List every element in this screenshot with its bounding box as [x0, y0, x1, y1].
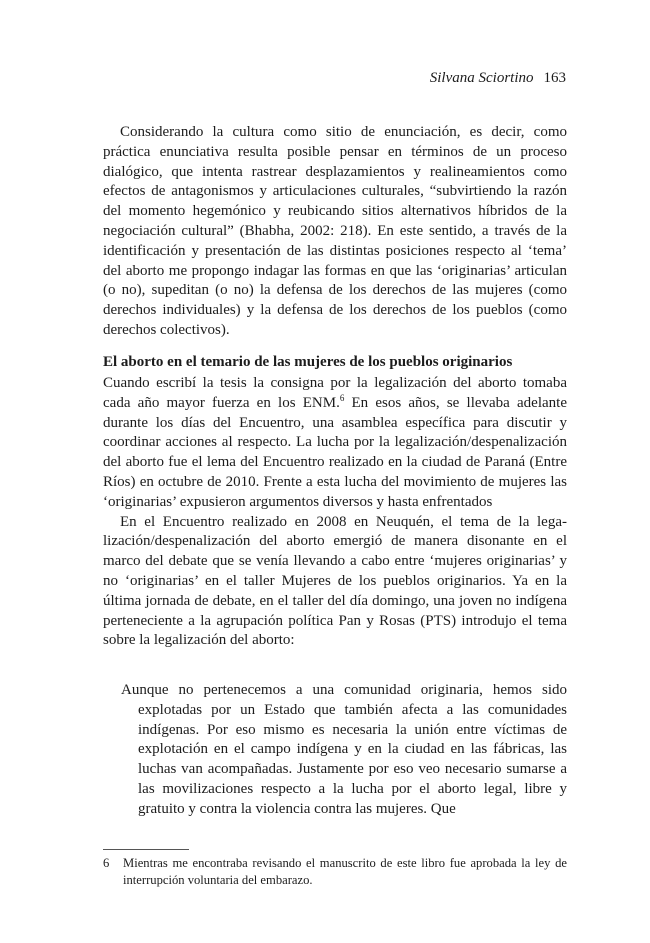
header-author: Silvana Sciortino — [429, 70, 534, 86]
paragraph-2-after-note: En esos años, se llevaba adelante durante los días del Encuentro, una asamblea específica para discutir y coordinar acciones al respecto. La lucha por la legalización/despenalización del aborto fue el lema del Encuentro realizado en la ciudad de Paraná (Entre Ríos) en octubre de 2010. Frente a esta lucha del movimiento de mujeres las ‘originarias’ expusieron argumentos diversos y hasta enfrentados — [103, 394, 567, 510]
paragraph-2 — [103, 374, 567, 513]
paragraph-2-before-note: Cuando escribí la tesis la consigna por la legalización del aborto tomaba cada año mayor fuerza en los ENM. — [103, 375, 567, 411]
footnote-number: 6 — [103, 856, 110, 870]
running-header — [430, 68, 566, 88]
block-quote — [121, 681, 567, 820]
paragraph-1: Considerando la cultura como sitio de enunciación, es decir, como práctica enunciativa resulta posible pensar en términos de un proceso dialógico, que intenta rastrear desplazamientos y realineamientos como efectos de antagonismos y articulaciones culturales, “subvirtiendo la razón del momento hegemónico y reubicando sitios alternativos híbridos de la negociación cultural” (Bhabha, 2002: 218). En este sentido, a través de la identificación y presentación de las distintas posiciones respecto al ‘tema’ del aborto me propongo indagar las formas en que las ‘originarias’ articulan (o no), supeditan (o no) la defensa de los derechos de las mujeres (como derechos individuales) y la defensa de los derechos de los pueblos (como derechos colectivos). — [103, 124, 567, 338]
footnote-reference: 6 — [339, 392, 345, 403]
paragraph-3: En el Encuentro realizado en 2008 en Neuquén, el tema de la legalización/despenalización del aborto emergió de manera disonante en el marco del debate que se venía llevando a cabo entre ‘mujeres originarias’ y no ‘originarias’ en el taller Mujeres de los pueblos originarios. Ya en la última jornada de debate, en el taller del día domingo, una joven no indígena perteneciente a la agrupación política Pan y Rosas (PTS) introdujo el tema sobre la legalización del aborto: — [103, 513, 567, 649]
footnote-divider — [103, 849, 189, 850]
section-heading: El aborto en el temario de las mujeres de los pueblos originarios — [103, 354, 513, 370]
footnote — [103, 855, 567, 888]
footnote-text: Mientras me encontraba revisando el manuscrito de este libro fue aprobada la ley de interrupción voluntaria del embarazo. — [123, 856, 567, 887]
page-number: 163 — [543, 70, 566, 86]
section-text-block — [103, 374, 567, 651]
quote-text: Aunque no pertenecemos a una comunidad originaria, hemos sido explotadas por un Estado que también afecta a las comunidades indígenas. Por eso mismo es necesaria la unión entre víctimas de explotación en el campo indígena y en la ciudad en las fábricas, las luchas van acompañadas. Justamente por eso veo necesario sumarse a las movilizaciones respecto a la lucha por el aborto legal, libre y gratuito y contra la violencia contra las mujeres. Que — [121, 682, 567, 817]
intro-text-block — [103, 123, 567, 341]
